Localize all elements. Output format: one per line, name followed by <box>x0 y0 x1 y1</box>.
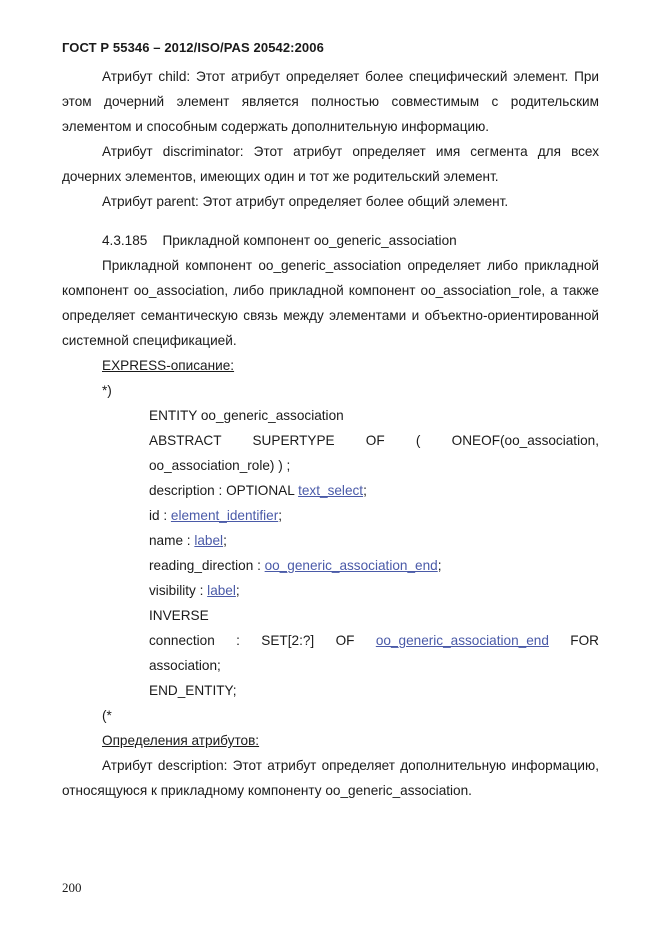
paragraph-definition: Прикладной компонент oo_generic_association определяет либо прикладной компонент oo_association, либо прикладной компонент oo_association_role, а также определяет семантическую связь между элементами и объектно-ориентированной системной спецификацией. <box>62 258 599 348</box>
link-label[interactable]: label <box>194 533 224 548</box>
code-reading-direction: reading_direction : oo_generic_association_end; <box>149 558 442 573</box>
paragraph-description-attribute: Атрибут description: Этот атрибут определяет дополнительную информацию, относящуюся к прикладному компоненту oo_generic_association. <box>62 758 599 798</box>
definitions-label: Определения атрибутов: <box>102 733 260 748</box>
express-code-block <box>62 403 599 703</box>
section-heading: 4.3.185 Прикладной компонент oo_generic_association <box>102 233 457 248</box>
code-abstract: ABSTRACT SUPERTYPE OF ( ONEOF(oo_association, <box>149 433 599 448</box>
page-number: 200 <box>62 880 82 895</box>
code-inverse: INVERSE <box>149 608 209 623</box>
link-text-select[interactable]: text_select <box>298 483 364 498</box>
paragraph-discriminator-attribute: Атрибут discriminator: Этот атрибут определяет имя сегмента для всех дочерних элементов, имеющих один и тот же родительский элемент. <box>62 144 599 184</box>
paragraph-parent-attribute: Атрибут parent: Этот атрибут определяет более общий элемент. <box>102 194 509 209</box>
code-abstract-cont: oo_association_role) ) ; <box>149 458 291 473</box>
comment-open: *) <box>102 383 112 398</box>
page-header: ГОСТ Р 55346 – 2012/ISO/PAS 20542:2006 <box>62 40 324 55</box>
document-body <box>62 64 599 803</box>
link-label-visibility[interactable]: label <box>207 583 236 598</box>
code-entity: ENTITY oo_generic_association <box>149 408 344 423</box>
code-connection-cont: association; <box>149 658 221 673</box>
code-end-entity: END_ENTITY; <box>149 683 237 698</box>
code-id: id : element_identifier; <box>149 508 283 523</box>
code-visibility: visibility : label; <box>149 583 240 598</box>
code-name: name : label; <box>149 533 227 548</box>
comment-close: (* <box>102 708 112 723</box>
code-description: description : OPTIONAL text_select; <box>149 483 367 498</box>
paragraph-child-attribute: Атрибут child: Этот атрибут определяет более специфический элемент. При этом дочерний элемент является полностью совместимым с родительским элементом и способным содержать дополнительную информацию. <box>62 69 599 134</box>
code-connection: connection : SET[2:?] OF oo_generic_association_end FOR <box>62 628 599 653</box>
express-label: EXPRESS-описание: <box>102 358 235 373</box>
link-element-identifier[interactable]: element_identifier <box>170 508 279 523</box>
link-oo-generic-association-end-inverse[interactable]: oo_generic_association_end <box>375 633 549 648</box>
link-oo-generic-association-end[interactable]: oo_generic_association_end <box>264 558 438 573</box>
